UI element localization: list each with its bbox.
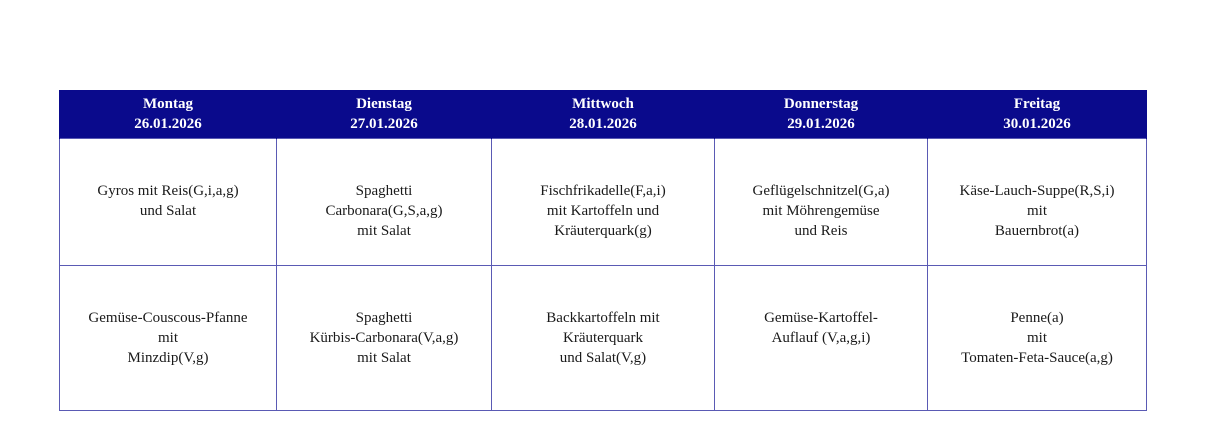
day-name: Freitag (1013, 96, 1061, 112)
menu-cell-wednesday: Fischfrikadelle(F,a,i) mit Kartoffeln und Kräuterquark(g) (492, 139, 715, 266)
day-header-thursday (715, 90, 928, 139)
day-name: Montag (143, 96, 193, 112)
day-date: 27.01.2026 (350, 116, 418, 132)
day-header-wednesday (492, 90, 715, 139)
day-name: Donnerstag (783, 96, 859, 112)
menu-row-2 (60, 266, 1147, 411)
menu-table-header (60, 90, 1147, 139)
day-name: Dienstag (356, 96, 412, 112)
menu-cell-friday: Käse-Lauch-Suppe(R,S,i) mit Bauernbrot(a) (928, 139, 1147, 266)
day-date: 30.01.2026 (1003, 116, 1071, 132)
menu-cell-tuesday: Spaghetti Kürbis-Carbonara(V,a,g) mit Salat (277, 266, 492, 411)
menu-cell-thursday: Gemüse-Kartoffel- Auflauf (V,a,g,i) (715, 266, 928, 411)
weekly-menu-table (59, 90, 1147, 411)
menu-cell-monday: Gyros mit Reis(G,i,a,g) und Salat (60, 139, 277, 266)
menu-cell-wednesday: Backkartoffeln mit Kräuterquark und Salat(V,g) (492, 266, 715, 411)
day-name: Mittwoch (572, 96, 634, 112)
day-header-row (60, 90, 1147, 139)
menu-row-1 (60, 139, 1147, 266)
menu-cell-monday: Gemüse-Couscous-Pfanne mit Minzdip(V,g) (60, 266, 277, 411)
day-date: 29.01.2026 (787, 116, 855, 132)
day-header-tuesday (277, 90, 492, 139)
day-date: 28.01.2026 (569, 116, 637, 132)
day-date: 26.01.2026 (134, 116, 202, 132)
day-header-friday (928, 90, 1147, 139)
menu-cell-thursday: Geflügelschnitzel(G,a) mit Möhrengemüse und Reis (715, 139, 928, 266)
day-header-monday (60, 90, 277, 139)
menu-cell-friday: Penne(a) mit Tomaten-Feta-Sauce(a,g) (928, 266, 1147, 411)
menu-table-body (60, 139, 1147, 411)
menu-cell-tuesday: Spaghetti Carbonara(G,S,a,g) mit Salat (277, 139, 492, 266)
